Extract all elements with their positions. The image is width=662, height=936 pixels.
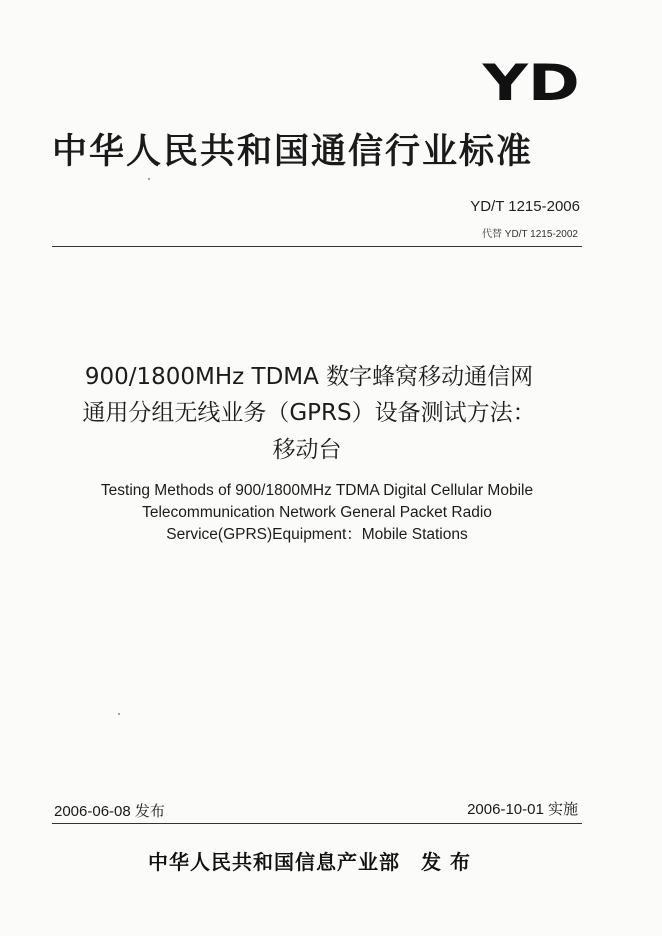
bottom-divider: [52, 823, 582, 824]
title-cn-line2: 通用分组无线业务（GPRS）设备测试方法：: [82, 400, 536, 426]
implementation-date: 2006-10-01 实施: [467, 801, 578, 818]
standard-code: YD/T 1215-2006: [470, 198, 580, 215]
standard-title: 中华人民共和国通信行业标准: [52, 132, 534, 172]
yd-logo: YD: [482, 54, 580, 112]
title-en-line1: Testing Methods of 900/1800MHz TDMA Digital Cellular Mobile: [100, 482, 534, 499]
top-divider: [52, 246, 582, 247]
title-cn-line1: 900/1800MHz TDMA 数字蜂窝移动通信网: [84, 364, 534, 390]
publisher: 中华人民共和国信息产业部 发 布: [148, 850, 471, 874]
title-en-line2: Telecommunication Network General Packet Radio: [142, 504, 492, 521]
scan-speck: [118, 713, 120, 715]
title-cn-line3: 移动台: [272, 437, 342, 463]
replaces-code: 代替 YD/T 1215-2002: [482, 229, 578, 240]
scan-speck: [148, 178, 150, 180]
issue-date: 2006-06-08 发布: [54, 803, 165, 820]
title-en-line3: Service(GPRS)Equipment：Mobile Stations: [166, 526, 468, 543]
